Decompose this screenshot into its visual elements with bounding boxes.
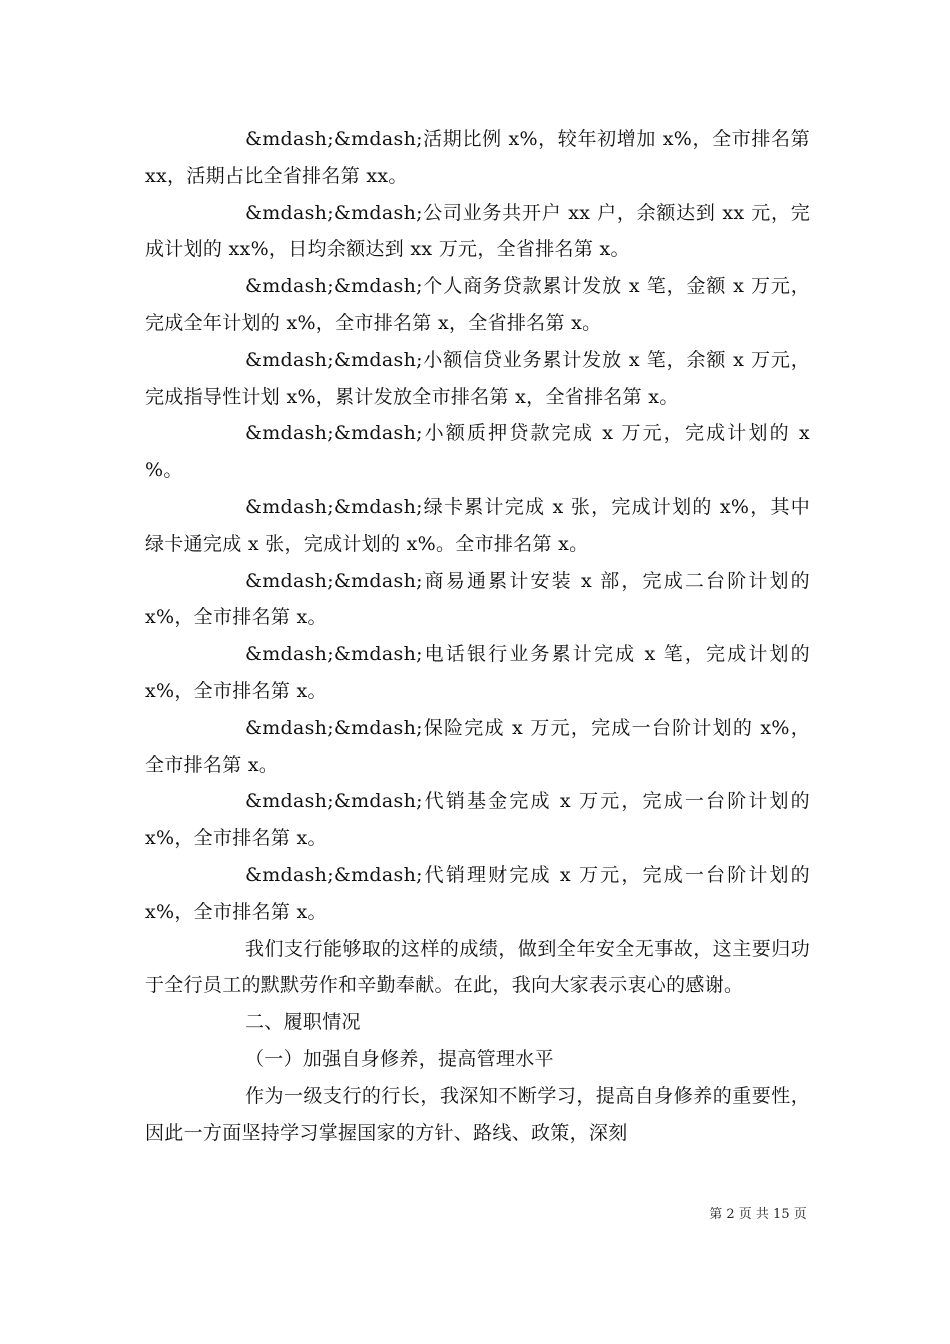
paragraph-learning: 作为一级支行的行长，我深知不断学习，提高自身修养的重要性，因此一方面坚持学习掌握国家的方针、路线、政策，深刻 bbox=[145, 1084, 810, 1144]
paragraph-wealth-management: &mdash;&mdash;代销理财完成 x 万元，完成一台阶计划的 x%，全市排名第 x。 bbox=[145, 863, 810, 923]
paragraph-funds: &mdash;&mdash;代销基金完成 x 万元，完成一台阶计划的 x%，全市排名第 x。 bbox=[145, 790, 810, 850]
paragraph-personal-business-loans: &mdash;&mdash;个人商务贷款累计发放 x 笔，金额 x 万元，完成全年计划的 x%，全市排名第 x，全省排名第 x。 bbox=[145, 275, 810, 334]
subsection-heading-self-cultivation: （一）加强自身修养，提高管理水平 bbox=[245, 1047, 554, 1070]
paragraph-phone-banking: &mdash;&mdash;电话银行业务累计完成 x 笔，完成计划的 x%，全市排名第 x。 bbox=[145, 643, 810, 702]
section-heading-duties: 二、履职情况 bbox=[245, 1011, 361, 1034]
paragraph-current-deposit-ratio: &mdash;&mdash;活期比例 x%，较年初增加 x%，全市排名第 xx，活期占比全省排名第 xx。 bbox=[145, 128, 810, 187]
paragraph-corporate-accounts: &mdash;&mdash;公司业务共开户 xx 户，余额达到 xx 元，完成计划的 xx%，日均余额达到 xx 万元，全省排名第 x。 bbox=[145, 201, 810, 261]
paragraph-insurance: &mdash;&mdash;保险完成 x 万元，完成一台阶计划的 x%，全市排名第 x。 bbox=[145, 716, 810, 776]
paragraph-shangyitong: &mdash;&mdash;商易通累计安装 x 部，完成二台阶计划的 x%，全市排名第 x。 bbox=[145, 569, 810, 629]
paragraph-pledge-loans: &mdash;&mdash;小额质押贷款完成 x 万元，完成计划的 x %。 bbox=[145, 422, 810, 482]
paragraph-thanks: 我们支行能够取的这样的成绩，做到全年安全无事故，这主要归功于全行员工的默默劳作和辛勤奉献。在此，我向大家表示衷心的感谢。 bbox=[145, 937, 810, 997]
document-body bbox=[145, 121, 810, 1151]
page-number: 第 2 页 共 15 页 bbox=[709, 1207, 807, 1222]
paragraph-green-card: &mdash;&mdash;绿卡累计完成 x 张，完成计划的 x%，其中绿卡通完成 x 张，完成计划的 x%。全市排名第 x。 bbox=[145, 495, 810, 555]
paragraph-microcredit: &mdash;&mdash;小额信贷业务累计发放 x 笔，余额 x 万元，完成指导性计划 x%，累计发放全市排名第 x，全省排名第 x。 bbox=[145, 348, 810, 408]
page-footer bbox=[0, 1203, 950, 1222]
